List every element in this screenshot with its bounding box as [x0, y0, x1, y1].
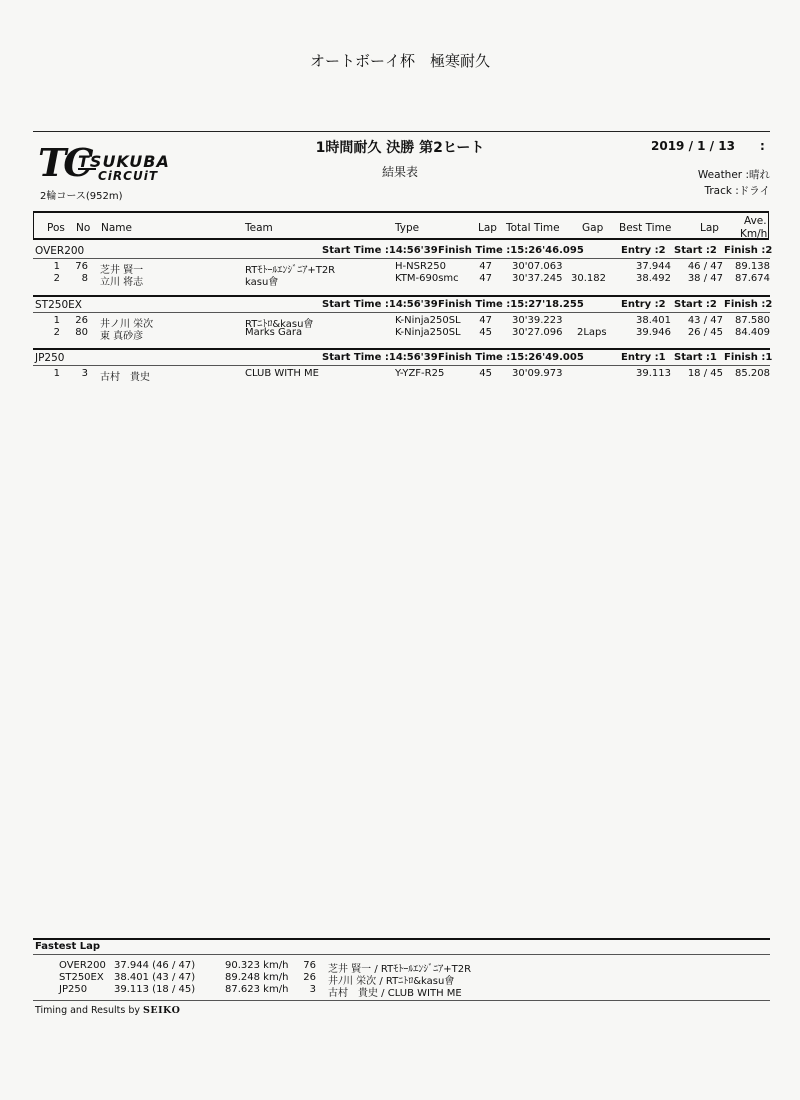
row-lap: 47	[479, 273, 492, 284]
fastest-lap-top-rule	[33, 938, 770, 940]
row-lap: 45	[479, 327, 492, 338]
row-team: RTﾆﾄﾛ&kasu會	[245, 319, 314, 330]
class-start-time: Start Time :14:56'39	[322, 299, 438, 310]
row-ave: 84.409	[735, 327, 770, 338]
logo-text-circuit: CiRCUiT	[98, 169, 159, 183]
col-kmh: Km/h	[740, 228, 768, 240]
row-total: 30'37.245	[512, 273, 563, 284]
row-ave: 85.208	[735, 368, 770, 379]
fl-speed: 87.623 km/h	[225, 984, 289, 995]
fl-rider: 井ﾉ川 栄次 / RTﾆﾄﾛ&kasu會	[328, 976, 455, 987]
row-best: 39.113	[636, 368, 671, 379]
class-rule	[33, 312, 770, 313]
race-title: 1時間耐久 決勝 第2ヒート	[315, 140, 485, 156]
row-ave: 87.580	[735, 315, 770, 326]
col-no: No	[76, 222, 91, 234]
row-best-lap: 38 / 47	[687, 273, 723, 284]
row-pos: 1	[53, 368, 60, 379]
class-finish-count: Finish :1	[724, 352, 773, 363]
fl-no: 3	[309, 984, 316, 995]
col-pos: Pos	[47, 222, 65, 234]
fastest-lap-rule	[33, 954, 770, 955]
row-no: 26	[75, 315, 88, 326]
row-pos: 2	[53, 327, 60, 338]
race-date: 2019 / 1 / 13	[651, 139, 735, 153]
fl-no: 76	[303, 960, 316, 971]
row-pos: 1	[53, 315, 60, 326]
class-entry: Entry :2	[621, 299, 666, 310]
row-type: K-Ninja250SL	[395, 315, 461, 326]
fl-class: OVER200	[59, 960, 106, 971]
row-team: RTﾓﾄｰﾙｴﾝｼﾞﾆｱ+T2R	[245, 265, 336, 276]
footer-rule	[33, 1000, 770, 1001]
class-start-count: Start :2	[674, 245, 717, 256]
row-best: 39.946	[636, 327, 671, 338]
col-best-time: Best Time	[619, 222, 672, 234]
tc-logo-icon: TC	[38, 140, 91, 185]
row-best: 37.944	[636, 261, 671, 272]
fl-class: ST250EX	[59, 972, 104, 983]
row-no: 3	[81, 368, 88, 379]
seiko-logo-icon: SEIKO	[143, 1005, 181, 1016]
row-lap: 47	[479, 315, 492, 326]
date-colon: :	[760, 139, 765, 153]
col-total-time: Total Time	[506, 222, 560, 234]
fastest-lap-title: Fastest Lap	[35, 941, 100, 952]
row-no: 76	[75, 261, 88, 272]
fl-time: 37.944 (46 / 47)	[114, 960, 196, 971]
weather-label: Weather :晴れ	[697, 169, 770, 181]
row-best-lap: 46 / 47	[687, 261, 723, 272]
row-name: 立川 将志	[100, 277, 144, 288]
class-rule	[33, 365, 770, 366]
class-name: JP250	[35, 352, 65, 364]
header-rule	[33, 131, 770, 132]
class-entry: Entry :1	[621, 352, 666, 363]
row-team: CLUB WITH ME	[245, 368, 320, 379]
class-start-count: Start :2	[674, 299, 717, 310]
class-name: ST250EX	[35, 299, 82, 311]
timing-credit-label: Timing and Results by	[35, 1005, 140, 1016]
row-team: kasu會	[245, 277, 279, 288]
fl-rider: 古村 貴史 / CLUB WITH ME	[328, 988, 462, 999]
class-rule	[33, 258, 770, 259]
event-title: オートボーイ杯 極寒耐久	[309, 52, 490, 70]
fl-no: 26	[303, 972, 316, 983]
class-start-time: Start Time :14:56'39	[322, 352, 438, 363]
col-team: Team	[245, 222, 273, 234]
row-best: 38.401	[636, 315, 671, 326]
row-lap: 47	[479, 261, 492, 272]
row-name: 東 真砂彦	[100, 331, 144, 342]
class-top-rule	[33, 295, 770, 297]
row-type: K-Ninja250SL	[395, 327, 461, 338]
row-best: 38.492	[636, 273, 671, 284]
class-start-count: Start :1	[674, 352, 717, 363]
row-type: Y-YZF-R25	[395, 368, 445, 379]
row-team: Marks Gara	[245, 327, 303, 338]
class-top-rule	[33, 348, 770, 350]
row-no: 80	[75, 327, 88, 338]
fl-time: 38.401 (43 / 47)	[114, 972, 196, 983]
row-total: 30'27.096	[512, 327, 563, 338]
col-gap: Gap	[582, 222, 604, 234]
row-pos: 2	[53, 273, 60, 284]
row-best-lap: 18 / 45	[687, 368, 723, 379]
results-subtitle: 結果表	[381, 165, 418, 179]
class-finish-count: Finish :2	[724, 245, 773, 256]
row-name: 井ノ川 栄次	[100, 319, 154, 330]
class-finish-count: Finish :2	[724, 299, 773, 310]
row-best-lap: 43 / 47	[687, 315, 723, 326]
logo-text-tsukuba: TSUKUBA	[78, 152, 170, 171]
fl-class: JP250	[59, 984, 88, 995]
row-name: 芝井 賢一	[100, 265, 144, 276]
row-ave: 89.138	[735, 261, 770, 272]
class-finish-time: Finish Time :15:27'18.255	[438, 299, 584, 310]
row-total: 30'39.223	[512, 315, 563, 326]
course-label: 2輪コース(952m)	[40, 191, 123, 202]
class-start-time: Start Time :14:56'39	[322, 245, 438, 256]
col-ave: Ave.	[744, 215, 767, 227]
row-name: 古村 貴史	[100, 372, 150, 383]
fl-time: 39.113 (18 / 45)	[114, 984, 196, 995]
class-name: OVER200	[35, 245, 85, 257]
col-name: Name	[101, 222, 132, 234]
row-type: H-NSR250	[395, 261, 446, 272]
track-label: Track :ドライ	[704, 185, 770, 197]
row-total: 30'07.063	[512, 261, 563, 272]
col-lap: Lap	[478, 222, 497, 234]
row-lap: 45	[479, 368, 492, 379]
class-finish-time: Finish Time :15:26'46.095	[438, 245, 584, 256]
fl-speed: 90.323 km/h	[225, 960, 289, 971]
class-finish-time: Finish Time :15:26'49.005	[438, 352, 584, 363]
row-total: 30'09.973	[512, 368, 563, 379]
timing-credit	[35, 1005, 180, 1016]
row-gap: 30.182	[571, 273, 606, 284]
row-no: 8	[81, 273, 88, 284]
col-type: Type	[395, 222, 420, 234]
row-pos: 1	[53, 261, 60, 272]
fl-speed: 89.248 km/h	[225, 972, 289, 983]
col-best-lap: Lap	[700, 222, 719, 234]
row-type: KTM-690smc	[395, 273, 459, 284]
row-gap: 2Laps	[577, 327, 607, 338]
row-best-lap: 26 / 45	[687, 327, 723, 338]
class-entry: Entry :2	[621, 245, 666, 256]
fl-rider: 芝井 賢一 / RTﾓﾄｰﾙｴﾝｼﾞﾆｱ+T2R	[328, 964, 472, 975]
row-ave: 87.674	[735, 273, 770, 284]
